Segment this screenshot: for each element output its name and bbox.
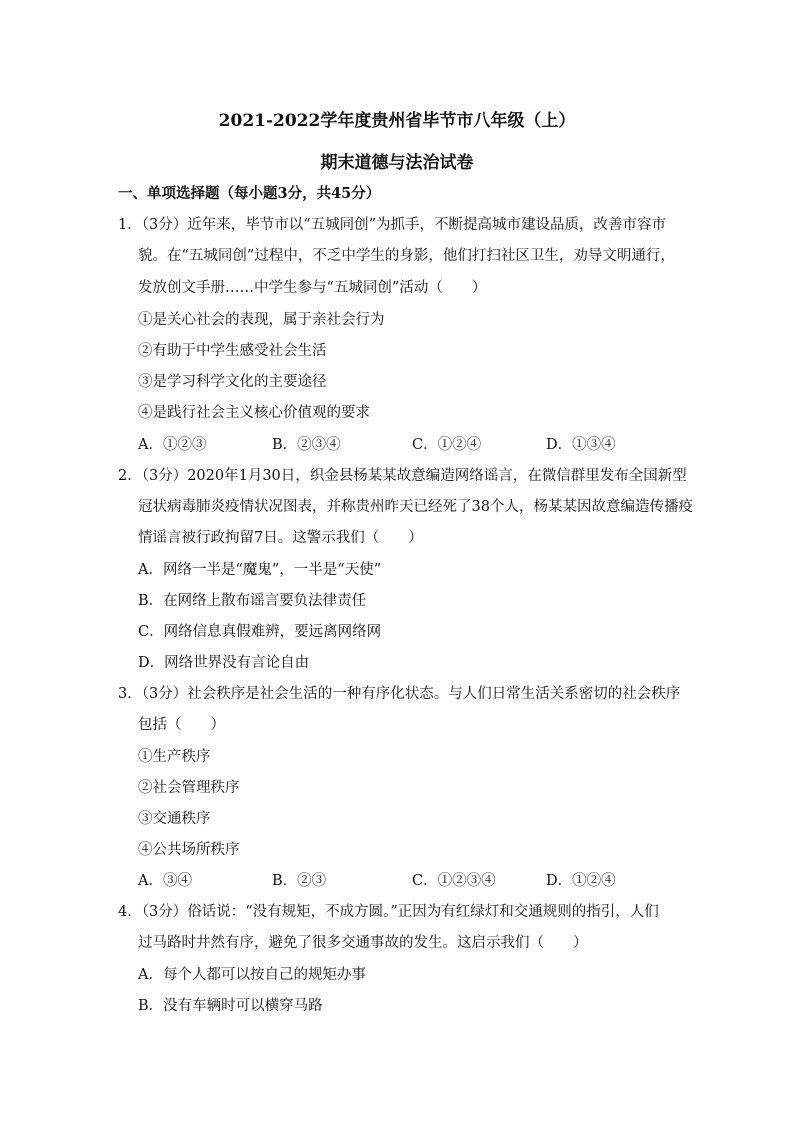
question-1-option-d: D．①③④ xyxy=(546,437,616,453)
question-3-option-a: A．③④ xyxy=(138,873,192,889)
question-3-line-1: 3．（3分）社会秩序是社会生活的一种有序化状态。与人们日常生活关系密切的社会秩序 xyxy=(118,686,681,702)
question-1-option-c: C．①②④ xyxy=(412,437,482,453)
question-1-line-2: 貌。在“五城同创”过程中，不乏中学生的身影，他们打扫社区卫生，劝导文明通行， xyxy=(138,248,675,264)
question-1-item-4: ④是践行社会主义核心价值观的要求 xyxy=(138,405,370,421)
question-1-item-1: ①是关心社会的表现，属于亲社会行为 xyxy=(138,312,385,328)
section-heading-single-choice: 一、单项选择题（每小题3分，共45分） xyxy=(118,185,381,202)
question-4-option-b: B．没有车辆时可以横穿马路 xyxy=(138,998,323,1014)
question-3-option-b: B．②③ xyxy=(272,873,327,889)
question-3-item-2: ②社会管理秩序 xyxy=(138,780,240,796)
question-1-item-3: ③是学习科学文化的主要途径 xyxy=(138,374,327,390)
question-3-item-1: ①生产秩序 xyxy=(138,749,211,765)
question-3-line-2: 包括（ ） xyxy=(138,717,225,733)
question-1-option-a: A．①②③ xyxy=(138,437,207,453)
question-1-item-2: ②有助于中学生感受社会生活 xyxy=(138,343,327,359)
question-2-line-2: 冠状病毒肺炎疫情状况图表，并称贵州昨天已经死了38个人，杨某某因故意编造传播疫 xyxy=(138,499,693,515)
question-1-option-b: B．②③④ xyxy=(272,437,341,453)
question-2-line-1: 2．（3分）2020年1月30日，织金县杨某某故意编造网络谣言，在微信群里发布全国新型 xyxy=(118,468,687,484)
question-3-option-d: D．①②④ xyxy=(546,873,616,889)
question-3-item-4: ④公共场所秩序 xyxy=(138,842,240,858)
question-2-option-d: D．网络世界没有言论自由 xyxy=(138,655,310,671)
question-2-option-c: C．网络信息真假难辨，要远离网络网 xyxy=(138,624,382,640)
question-3-option-c: C．①②③④ xyxy=(412,873,496,889)
question-1-line-1: 1．（3分）近年来，毕节市以“五城同创”为抓手，不断提高城市建设品质，改善市容市 xyxy=(118,217,667,233)
question-1-line-3: 发放创文手册……中学生参与“五城同创”活动（ ） xyxy=(138,280,487,296)
question-3-item-3: ③交通秩序 xyxy=(138,811,211,827)
exam-title-line2: 期末道德与法治试卷 xyxy=(320,153,474,173)
question-4-option-a: A．每个人都可以按自己的规矩办事 xyxy=(138,967,366,983)
question-2-option-b: B．在网络上散布谣言要负法律责任 xyxy=(138,593,367,609)
question-2-line-3: 情谣言被行政拘留7日。这警示我们（ ） xyxy=(138,530,423,546)
question-2-option-a: A．网络一半是“魔鬼”，一半是“天使” xyxy=(138,562,382,578)
question-4-line-1: 4．（3分）俗话说：“没有规矩，不成方圆。”正因为有红绿灯和交通规则的指引，人们 xyxy=(118,904,659,920)
question-4-line-2: 过马路时井然有序，避免了很多交通事故的发生。这启示我们（ ） xyxy=(138,935,588,951)
exam-title-line1: 2021-2022学年度贵州省毕节市八年级（上） xyxy=(218,111,576,131)
